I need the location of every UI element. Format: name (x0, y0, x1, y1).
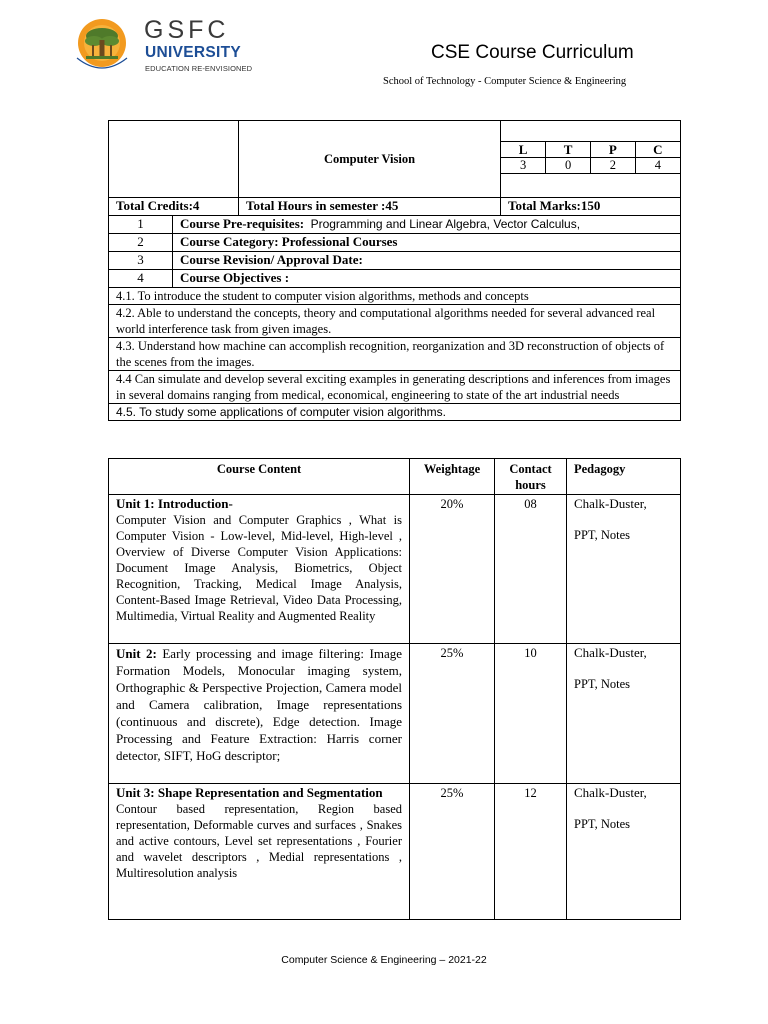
brand-name: GSFC (144, 16, 230, 44)
objective-text: 4.2. Able to understand the concepts, theory and computational algorithms needed for several advanced real world interference task from given images. (109, 305, 681, 338)
unit-pedagogy (567, 644, 681, 784)
pedagogy-line: PPT, Notes (574, 528, 631, 542)
page-footer: Computer Science & Engineering – 2021-22 (281, 954, 487, 966)
pedagogy-line: Chalk-Duster, (574, 645, 647, 660)
unit-body: Contour based representation, Region based representation, Deformable curves and surfaces , Snakes and active contours, Level set representations , Fourier and wavelet descriptors , Medial representations , Multiresolution analysis (116, 802, 402, 880)
unit-pedagogy (567, 495, 681, 644)
ltpc-value-t: 0 (546, 158, 591, 174)
unit-title: Unit 3: Shape Representation and Segmentation (116, 785, 383, 800)
ltpc-value-c: 4 (635, 158, 680, 174)
unit-content (109, 644, 410, 784)
row-label: Course Pre-requisites: (180, 216, 305, 231)
row-number: 1 (109, 216, 173, 234)
pedagogy-line: Chalk-Duster, (574, 496, 647, 511)
document-subtitle: School of Technology - Computer Science & Engineering (383, 76, 627, 87)
objective-row (109, 371, 681, 404)
unit-weightage: 25% (410, 784, 495, 920)
brand-tagline: EDUCATION RE-ENVISIONED (145, 64, 253, 73)
total-marks: Total Marks:150 (501, 198, 681, 216)
pedagogy-line: PPT, Notes (574, 817, 631, 831)
objective-row (109, 305, 681, 338)
unit-pedagogy (567, 784, 681, 920)
page-header (0, 0, 768, 110)
objective-row (109, 404, 681, 421)
header-course-content: Course Content (109, 459, 410, 495)
table-row (109, 784, 681, 920)
unit-title: Unit 2: (116, 646, 157, 661)
unit-content (109, 495, 410, 644)
row-number: 2 (109, 234, 173, 252)
ltpc-value-l: 3 (501, 158, 546, 174)
document-title: CSE Course Curriculum (431, 42, 634, 63)
row-number: 3 (109, 252, 173, 270)
unit-weightage: 20% (410, 495, 495, 644)
table-row (109, 495, 681, 644)
brand-university: UNIVERSITY (145, 44, 242, 61)
table-row (109, 270, 681, 288)
objective-row (109, 338, 681, 371)
blank-cell (109, 121, 239, 198)
ltpc-header-c: C (635, 142, 680, 158)
prerequisites-cell (173, 216, 681, 234)
university-logo-icon (72, 14, 132, 76)
objective-text: 4.5. To study some applications of computer vision algorithms. (109, 404, 681, 421)
table-row (109, 216, 681, 234)
course-content-table (108, 458, 681, 920)
ltpc-table (501, 141, 680, 174)
pedagogy-line: Chalk-Duster, (574, 785, 647, 800)
course-name: Computer Vision (239, 121, 501, 198)
unit-hours: 12 (495, 784, 567, 920)
objective-text: 4.1. To introduce the student to computer vision algorithms, methods and concepts (109, 288, 681, 305)
row-number: 4 (109, 270, 173, 288)
row-label: Course Revision/ Approval Date: (173, 252, 681, 270)
unit-title: Unit 1: Introduction- (116, 496, 233, 511)
unit-hours: 08 (495, 495, 567, 644)
ltpc-header-t: T (546, 142, 591, 158)
ltpc-value-p: 2 (591, 158, 636, 174)
pedagogy-line: PPT, Notes (574, 677, 631, 691)
header-weightage: Weightage (410, 459, 495, 495)
unit-content (109, 784, 410, 920)
ltpc-header-p: P (591, 142, 636, 158)
row-label: Course Category: Professional Courses (173, 234, 681, 252)
header-contact-hours: Contact hours (495, 459, 567, 495)
unit-weightage: 25% (410, 644, 495, 784)
unit-body: Early processing and image filtering: Image Formation Models, Monocular imaging system, Orthographic & Perspective Projection, Camera model and Camera calibration, Image representations (continuous and discrete), Edge detection. Image Processing and Feature Extraction: Harris corner detector, SIFT, HoG descriptor; (116, 646, 403, 763)
unit-body: Computer Vision and Computer Graphics , What is Computer Vision - Low-level, Mid-level, High-level , Overview of Diverse Computer Vision Applications: Document Image Analysis, Biometrics, Object Recognition, Tracking, Medical Image Analysis, Content-Based Image Retrieval, Video Data Processing, Multimedia, Virtual Reality and Augmented Reality (116, 513, 402, 623)
objective-text: 4.4 Can simulate and develop several exciting examples in generating descriptions and inferences from images in several domains ranging from medical, economical, engineering to state of the art industrial needs (109, 371, 681, 404)
table-row (109, 234, 681, 252)
row-label: Course Objectives : (173, 270, 681, 288)
unit-hours: 10 (495, 644, 567, 784)
table-row (109, 252, 681, 270)
objective-text: 4.3. Understand how machine can accomplish recognition, reorganization and 3D reconstruction of objects of the scenes from the images. (109, 338, 681, 371)
header-pedagogy: Pedagogy (567, 459, 681, 495)
ltpc-header-l: L (501, 142, 546, 158)
prerequisites-value: Programming and Linear Algebra, Vector Calculus, (310, 217, 581, 231)
objective-row (109, 288, 681, 305)
total-hours: Total Hours in semester :45 (239, 198, 501, 216)
ltpc-cell (501, 121, 681, 198)
table-row (109, 644, 681, 784)
course-summary-table (108, 120, 681, 421)
total-credits: Total Credits:4 (109, 198, 239, 216)
